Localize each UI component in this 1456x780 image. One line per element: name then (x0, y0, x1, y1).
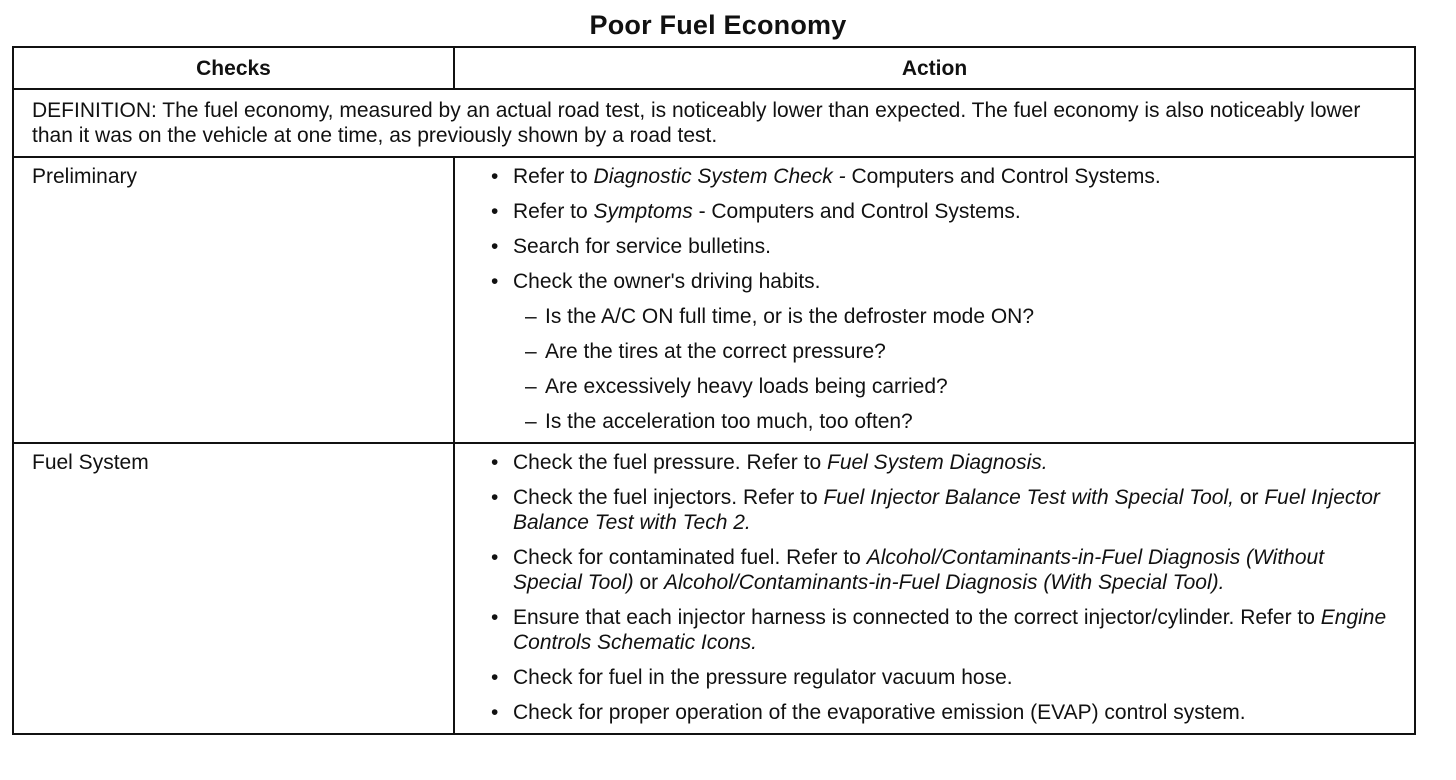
definition-row (13, 89, 1415, 157)
list-item: • Refer to Symptoms - Computers and Control Systems. (489, 199, 1394, 224)
sub-list-item: – Is the acceleration too much, too often? (513, 409, 1394, 434)
reference-link: Symptoms (593, 200, 693, 223)
list-item: • Refer to Diagnostic System Check - Computers and Control Systems. (489, 164, 1394, 189)
list-item: • Check for proper operation of the evaporative emission (EVAP) control system. (489, 700, 1394, 725)
table-header-row (13, 47, 1415, 89)
list-item: • Check for fuel in the pressure regulator vacuum hose. (489, 665, 1394, 690)
list-item: • Check the fuel pressure. Refer to Fuel System Diagnosis. (489, 450, 1394, 475)
action-cell (454, 443, 1415, 734)
action-list (489, 164, 1394, 434)
action-list (489, 450, 1394, 725)
sub-list-item: – Are the tires at the correct pressure? (513, 339, 1394, 364)
checks-column-header: Checks (13, 47, 454, 89)
reference-link: Fuel Injector Balance Test with Special Tool, (823, 486, 1234, 509)
page-title: Poor Fuel Economy (589, 10, 847, 40)
list-item: • Check the fuel injectors. Refer to Fuel Injector Balance Test with Special Tool, or Fuel Injector Balance Test with Tech 2. (489, 485, 1394, 535)
diagnostic-table (12, 46, 1416, 735)
reference-link: Fuel Injector Balance Test with Tech 2. (513, 486, 1380, 534)
reference-link: Alcohol/Contaminants-in-Fuel Diagnosis (With Special Tool). (663, 571, 1225, 594)
action-cell (454, 157, 1415, 443)
sub-list-item: – Are excessively heavy loads being carried? (513, 374, 1394, 399)
reference-link: Fuel System Diagnosis. (827, 451, 1048, 474)
definition-text: DEFINITION: The fuel economy, measured by an actual road test, is noticeably lower than expected. The fuel economy is also noticeably lower than it was on the vehicle at one time, as previously shown by a road test. (13, 89, 1415, 157)
action-column-header: Action (454, 47, 1415, 89)
table-row (13, 157, 1415, 443)
list-item: • Check the owner's driving habits. – Is the A/C ON full time, or is the defroster mode ON? – Are the tires at the correct pressure? – Are excessively heavy loads being carried? – Is the acceleration too much, too often? (489, 269, 1394, 434)
list-item: • Ensure that each injector harness is connected to the correct injector/cylinder. Refer to Engine Controls Schematic Icons. (489, 605, 1394, 655)
sub-list-item: – Is the A/C ON full time, or is the defroster mode ON? (513, 304, 1394, 329)
reference-link: Engine Controls Schematic Icons. (513, 606, 1387, 654)
reference-link: Diagnostic System Check - (593, 165, 846, 188)
list-item: • Check for contaminated fuel. Refer to Alcohol/Contaminants-in-Fuel Diagnosis (Without Special Tool) or Alcohol/Contaminants-in-Fuel Diagnosis (With Special Tool). (489, 545, 1394, 595)
table-row (13, 443, 1415, 734)
list-item: • Search for service bulletins. (489, 234, 1394, 259)
sub-list (513, 304, 1394, 434)
reference-link: Alcohol/Contaminants-in-Fuel Diagnosis (Without Special Tool) (513, 546, 1325, 594)
check-cell: Fuel System (13, 443, 454, 734)
check-cell: Preliminary (13, 157, 454, 443)
